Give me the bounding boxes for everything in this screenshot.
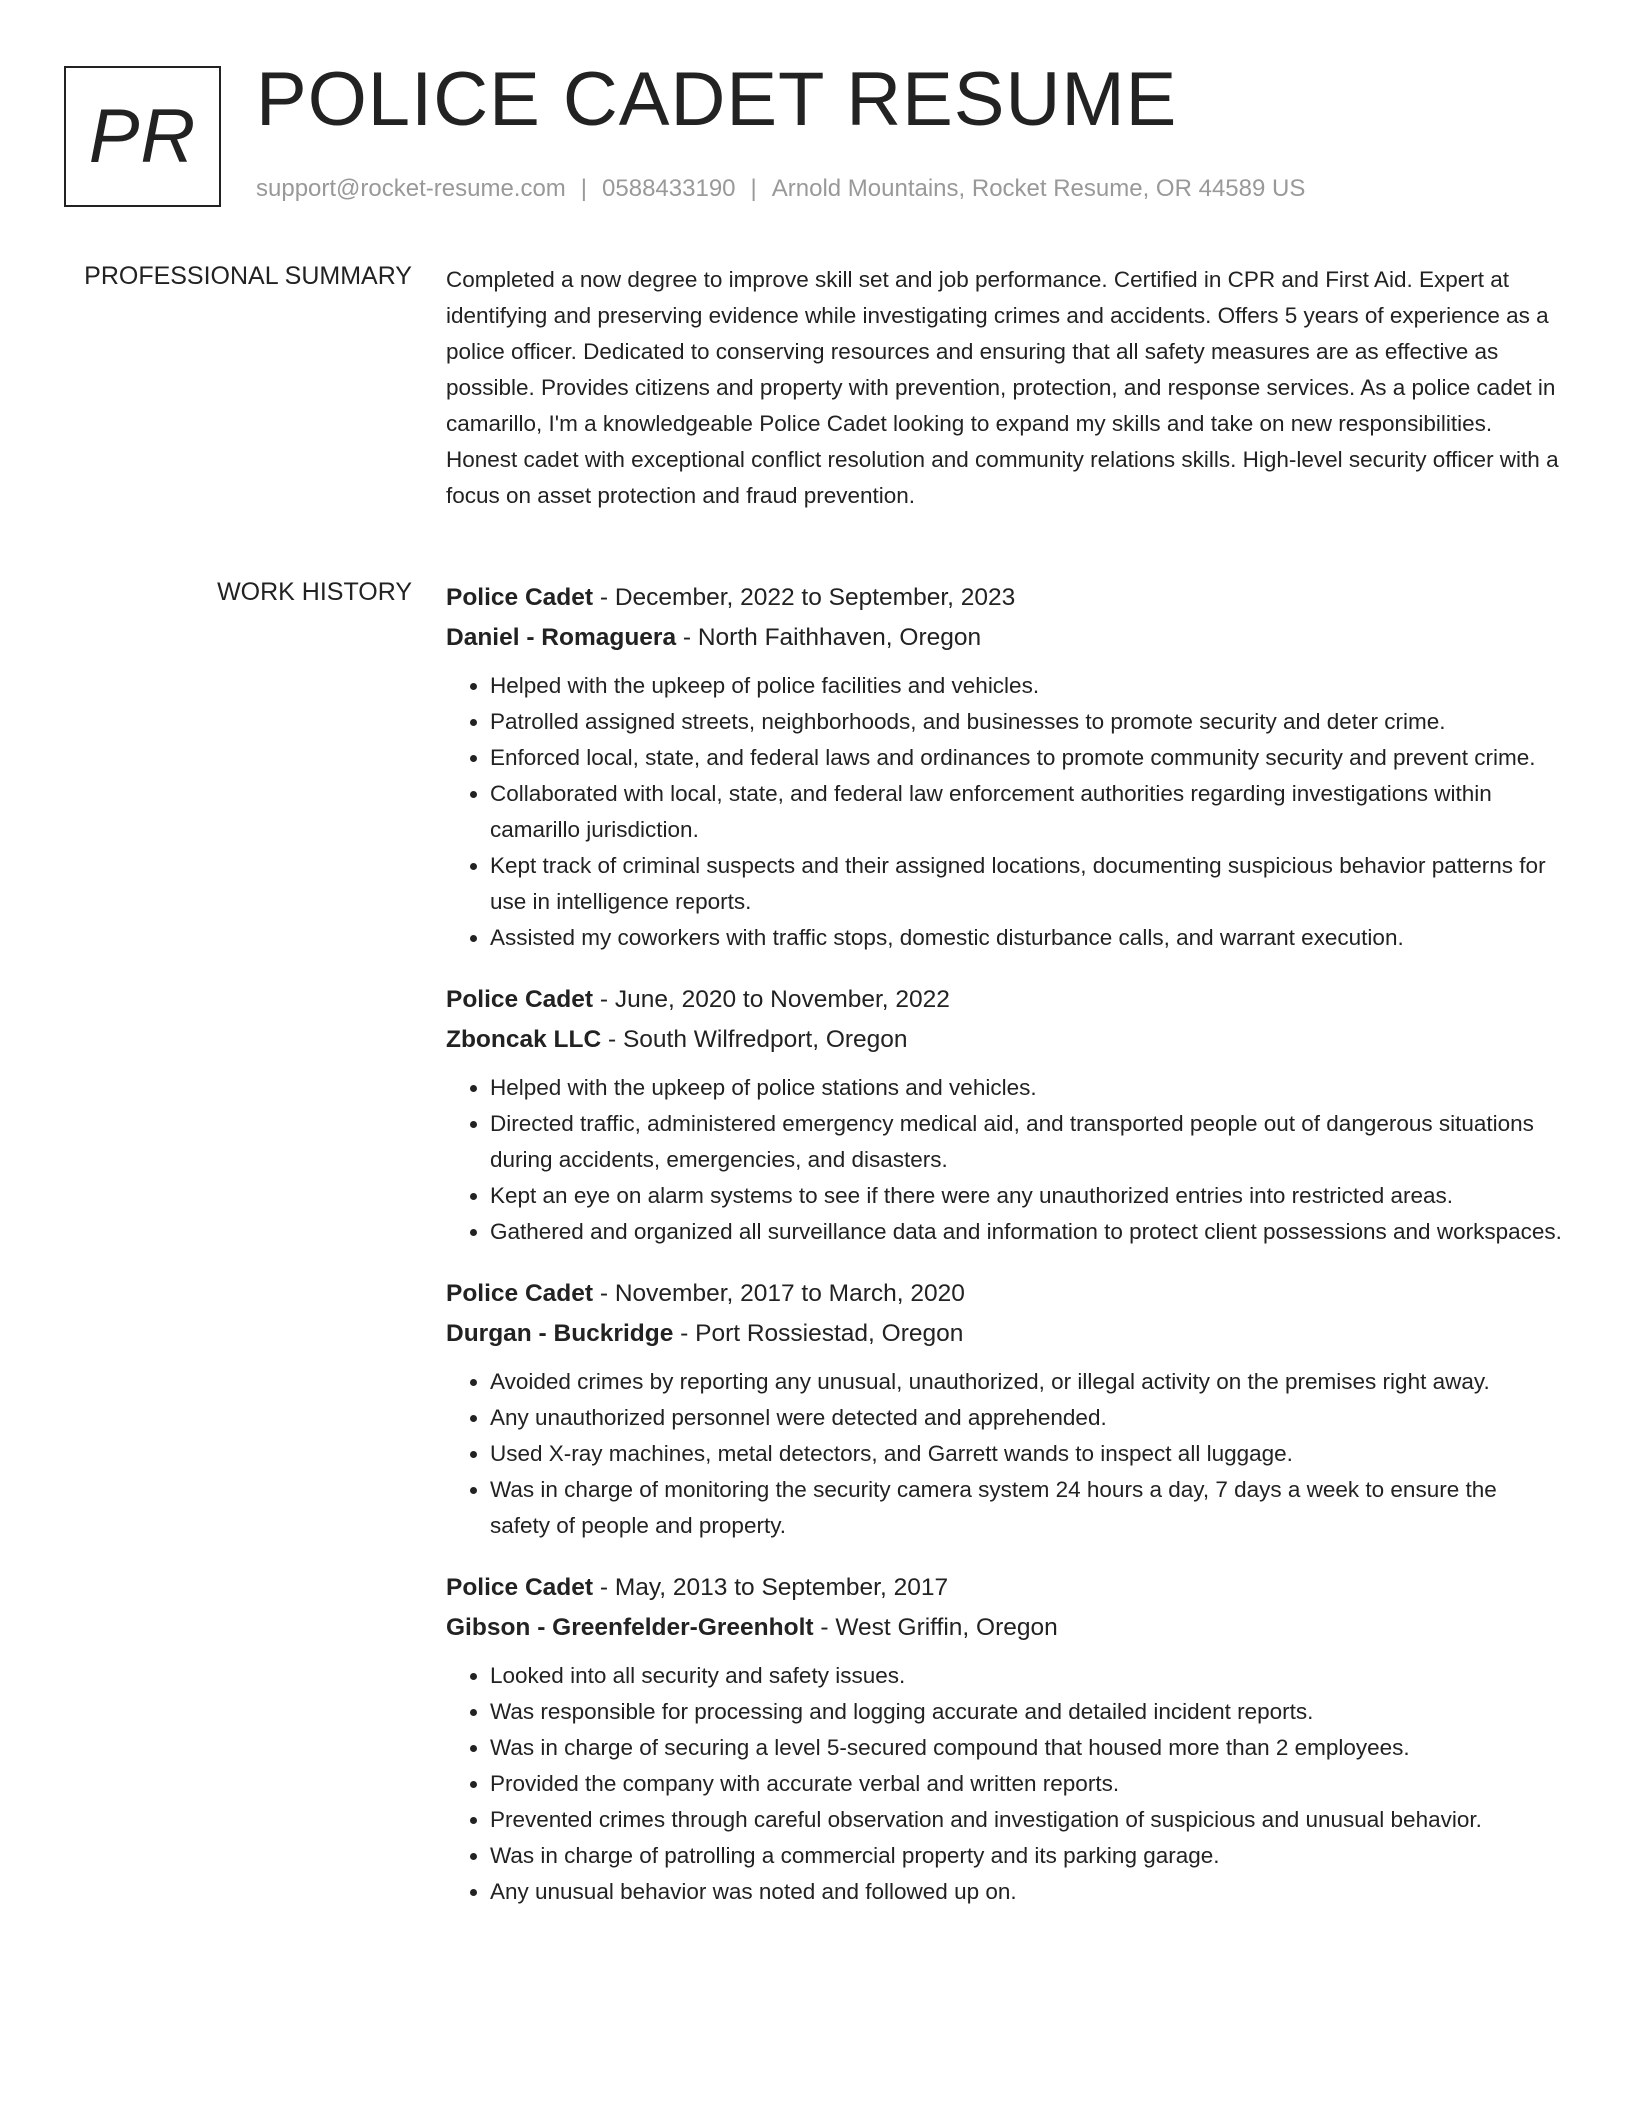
job-duty-item: • Collaborated with local, state, and federal law enforcement authorities regarding investigations within camarillo jurisdiction. bbox=[490, 776, 1562, 848]
job-list bbox=[446, 578, 1562, 1934]
contact-address: Arnold Mountains, Rocket Resume, OR 44589 US bbox=[771, 175, 1306, 202]
job-duty-item: • Kept an eye on alarm systems to see if there were any unauthorized entries into restricted areas. bbox=[490, 1178, 1562, 1214]
job-company-line bbox=[446, 618, 1562, 658]
job-company-line bbox=[446, 1020, 1562, 1060]
contact-line bbox=[256, 175, 1305, 203]
job-duty-item: • Patrolled assigned streets, neighborhoods, and businesses to promote security and deter crime. bbox=[490, 704, 1562, 740]
job-duty-item: • Directed traffic, administered emergency medical aid, and transported people out of dangerous situations during accidents, emergencies, and disasters. bbox=[490, 1106, 1562, 1178]
job-duty-item: • Helped with the upkeep of police stations and vehicles. bbox=[490, 1070, 1562, 1106]
job-title-line bbox=[446, 578, 1562, 618]
monogram-logo: PR bbox=[64, 66, 221, 207]
summary-text: Completed a now degree to improve skill set and job performance. Certified in CPR and First Aid. Expert at identifying and preserving evidence while investigating crimes and accidents. Offers 5 years of experience as a police officer. Dedicated to conserving resources and ensuring that all safety measures are as effective as possible. Provides citizens and property with prevention, protection, and response services. As a police cadet in camarillo, I'm a knowledgeable Police Cadet looking to expand my skills and take on new responsibilities. Honest cadet with exceptional conflict resolution and community relations skills. High-level security officer with a focus on asset protection and fraud prevention. bbox=[446, 267, 1559, 508]
job-duty-item: • Was in charge of patrolling a commercial property and its parking garage. bbox=[490, 1838, 1562, 1874]
job-entry bbox=[446, 1568, 1562, 1910]
job-title: Police Cadet bbox=[446, 1574, 594, 1601]
job-company: Gibson - Greenfelder-Greenholt bbox=[446, 1614, 814, 1641]
job-duty-item: • Enforced local, state, and federal laws and ordinances to promote community security and prevent crime. bbox=[490, 740, 1562, 776]
job-duty-item: • Any unusual behavior was noted and followed up on. bbox=[490, 1874, 1562, 1910]
job-duty-item: • Assisted my coworkers with traffic stops, domestic disturbance calls, and warrant execution. bbox=[490, 920, 1562, 956]
job-title: Police Cadet bbox=[446, 584, 594, 611]
job-title-line bbox=[446, 1568, 1562, 1608]
job-duty-item: • Prevented crimes through careful observation and investigation of suspicious and unusual behavior. bbox=[490, 1802, 1562, 1838]
resume-title: POLICE CADET RESUME bbox=[256, 57, 1178, 142]
job-entry bbox=[446, 980, 1562, 1250]
contact-separator: | bbox=[750, 175, 757, 202]
job-duty-item: • Was in charge of securing a level 5-secured compound that housed more than 2 employees. bbox=[490, 1730, 1562, 1766]
job-company: Durgan - Buckridge bbox=[446, 1320, 674, 1347]
job-duty-item: • Gathered and organized all surveillance data and information to protect client possessions and workspaces. bbox=[490, 1214, 1562, 1250]
job-location: - West Griffin, Oregon bbox=[813, 1614, 1058, 1641]
job-title-line bbox=[446, 1274, 1562, 1314]
work-history-heading: WORK HISTORY bbox=[217, 578, 412, 606]
job-entry bbox=[446, 578, 1562, 956]
job-duty-item: • Any unauthorized personnel were detected and apprehended. bbox=[490, 1400, 1562, 1436]
job-duties-list bbox=[446, 1070, 1562, 1250]
job-company-line bbox=[446, 1608, 1562, 1648]
job-duties-list bbox=[446, 1658, 1562, 1910]
job-duty-item: • Used X-ray machines, metal detectors, and Garrett wands to inspect all luggage. bbox=[490, 1436, 1562, 1472]
job-company: Daniel - Romaguera bbox=[446, 624, 677, 651]
job-duty-item: • Helped with the upkeep of police facilities and vehicles. bbox=[490, 668, 1562, 704]
job-location: - North Faithhaven, Oregon bbox=[676, 624, 982, 651]
job-duty-item: • Looked into all security and safety issues. bbox=[490, 1658, 1562, 1694]
job-duty-item: • Avoided crimes by reporting any unusual, unauthorized, or illegal activity on the premises right away. bbox=[490, 1364, 1562, 1400]
job-company: Zboncak LLC bbox=[446, 1026, 602, 1053]
summary-heading: PROFESSIONAL SUMMARY bbox=[84, 262, 412, 290]
job-duties-list bbox=[446, 668, 1562, 956]
job-title-line bbox=[446, 980, 1562, 1020]
job-dates: - December, 2022 to September, 2023 bbox=[593, 584, 1016, 611]
job-duties-list bbox=[446, 1364, 1562, 1544]
job-dates: - May, 2013 to September, 2017 bbox=[593, 1574, 949, 1601]
job-duty-item: • Was responsible for processing and logging accurate and detailed incident reports. bbox=[490, 1694, 1562, 1730]
job-entry bbox=[446, 1274, 1562, 1544]
contact-separator: | bbox=[580, 175, 588, 202]
job-title: Police Cadet bbox=[446, 1280, 594, 1307]
job-title: Police Cadet bbox=[446, 986, 594, 1013]
job-dates: - November, 2017 to March, 2020 bbox=[593, 1280, 965, 1307]
contact-email: support@rocket-resume.com bbox=[256, 175, 566, 202]
job-dates: - June, 2020 to November, 2022 bbox=[593, 986, 950, 1013]
contact-phone: 0588433190 bbox=[602, 175, 736, 202]
job-location: - South Wilfredport, Oregon bbox=[601, 1026, 908, 1053]
job-duty-item: • Provided the company with accurate verbal and written reports. bbox=[490, 1766, 1562, 1802]
job-company-line bbox=[446, 1314, 1562, 1354]
job-duty-item: • Kept track of criminal suspects and their assigned locations, documenting suspicious behavior patterns for use in intelligence reports. bbox=[490, 848, 1562, 920]
job-duty-item: • Was in charge of monitoring the security camera system 24 hours a day, 7 days a week to ensure the safety of people and property. bbox=[490, 1472, 1562, 1544]
job-location: - Port Rossiestad, Oregon bbox=[673, 1320, 964, 1347]
